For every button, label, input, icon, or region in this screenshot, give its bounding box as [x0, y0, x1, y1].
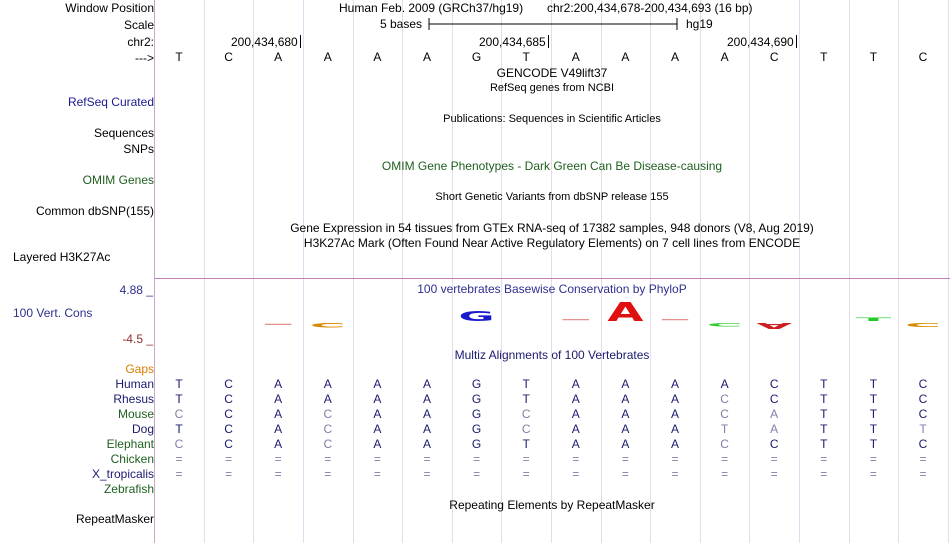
- alignment-base: A: [373, 437, 382, 451]
- alignment-base: C: [521, 407, 531, 421]
- reference-base: A: [670, 50, 680, 64]
- track-title-multiz: Multiz Alignments of 100 Vertebrates: [454, 348, 650, 362]
- alignment-base: =: [473, 452, 481, 466]
- alignment-base: C: [521, 422, 531, 436]
- alignment-base: C: [720, 392, 729, 406]
- label-omim-genes[interactable]: OMIM Genes: [82, 173, 154, 187]
- position-tick-2-label: 200,434,685: [479, 35, 546, 49]
- alignment-base: T: [869, 377, 878, 391]
- alignment-base: A: [670, 392, 680, 406]
- alignment-base: =: [423, 452, 431, 466]
- track-title-h3k27ac: H3K27Ac Mark (Often Found Near Active Regulatory Elements) on 7 cell lines from ENCODE: [303, 236, 801, 250]
- alignment-base: C: [224, 437, 233, 451]
- track-title-dbsnp: Short Genetic Variants from dbSNP release 155: [435, 191, 669, 203]
- alignment-base: =: [919, 452, 927, 466]
- alignment-base: T: [175, 422, 183, 436]
- alignment-base: =: [373, 467, 381, 481]
- reference-base: A: [621, 50, 630, 64]
- label-repeatmasker[interactable]: RepeatMasker: [75, 512, 154, 526]
- alignment-base: =: [770, 467, 778, 481]
- alignment-base: A: [621, 377, 630, 391]
- alignment-base: T: [869, 392, 878, 406]
- alignment-base: T: [919, 422, 927, 436]
- alignment-base: A: [571, 392, 580, 406]
- alignment-base: T: [522, 377, 530, 391]
- alignment-base: G: [471, 422, 482, 436]
- alignment-base: A: [422, 437, 432, 451]
- scale-assembly: hg19: [686, 17, 713, 31]
- alignment-base: =: [919, 467, 927, 481]
- alignment-base: A: [373, 392, 382, 406]
- track-title-refseq: RefSeq genes from NCBI: [489, 82, 615, 94]
- alignment-base: =: [423, 467, 431, 481]
- alignment-base: =: [820, 467, 828, 481]
- alignment-base: =: [522, 467, 530, 481]
- track-title-phylop: 100 vertebrates Basewise Conservation by PhyloP: [417, 282, 687, 296]
- alignment-base: A: [670, 407, 680, 421]
- position-tick-3-label: 200,434,690: [727, 35, 794, 49]
- alignment-base: C: [918, 377, 928, 391]
- alignment-base: T: [820, 392, 828, 406]
- label-chromosome[interactable]: chr2:: [127, 35, 154, 49]
- reference-base: T: [522, 50, 530, 64]
- label-snps[interactable]: SNPs: [123, 142, 154, 156]
- alignment-base: =: [721, 452, 729, 466]
- alignment-base: A: [621, 422, 630, 436]
- alignment-base: A: [422, 392, 432, 406]
- alignment-base: A: [274, 407, 283, 421]
- alignment-base: A: [571, 377, 580, 391]
- alignment-base: =: [225, 452, 233, 466]
- alignment-base: T: [869, 422, 878, 436]
- species-label[interactable]: Human: [115, 377, 154, 391]
- reference-base: A: [274, 50, 283, 64]
- alignment-base: A: [422, 407, 432, 421]
- track-title-omim: OMIM Gene Phenotypes - Dark Green Can Be Disease-causing: [381, 159, 723, 173]
- alignment-base: A: [323, 377, 332, 391]
- alignment-base: =: [721, 467, 729, 481]
- reference-base: A: [373, 50, 382, 64]
- alignment-base: C: [918, 407, 928, 421]
- alignment-base: =: [324, 452, 332, 466]
- phylop-max-value: 4.88 _: [119, 283, 153, 297]
- alignment-base: C: [174, 407, 184, 421]
- alignment-base: A: [571, 407, 580, 421]
- alignment-base: G: [471, 392, 482, 406]
- phylop-logo-letter: -: [557, 317, 594, 323]
- alignment-base: A: [770, 407, 779, 421]
- label-100-vert-cons[interactable]: 100 Vert. Cons: [13, 306, 93, 320]
- label-sequences[interactable]: Sequences: [93, 126, 154, 140]
- phylop-logo-letter: C: [309, 321, 346, 330]
- alignment-base: A: [373, 407, 382, 421]
- alignment-base: =: [621, 467, 629, 481]
- label-refseq-curated[interactable]: RefSeq Curated: [67, 95, 154, 109]
- alignment-base: =: [671, 467, 679, 481]
- alignment-base: A: [274, 377, 283, 391]
- label-window-position[interactable]: Window Position: [65, 1, 154, 15]
- alignment-base: A: [670, 422, 680, 436]
- alignment-base: =: [225, 467, 233, 481]
- alignment-base: =: [274, 452, 282, 466]
- reference-base: A: [422, 50, 432, 64]
- alignment-base: T: [175, 392, 183, 406]
- assembly-title: Human Feb. 2009 (GRCh37/hg19): [339, 1, 524, 15]
- reference-base: C: [769, 50, 779, 64]
- label-gaps[interactable]: Gaps: [125, 362, 154, 376]
- label-strand[interactable]: --->: [135, 51, 154, 65]
- reference-base: A: [571, 50, 580, 64]
- alignment-base: C: [918, 437, 928, 451]
- species-label[interactable]: Mouse: [117, 407, 154, 421]
- label-layered-h3k27ac[interactable]: Layered H3K27Ac: [13, 250, 111, 264]
- alignment-base: =: [671, 452, 679, 466]
- alignment-base: C: [224, 422, 233, 436]
- phylop-logo-letter: G: [458, 308, 495, 325]
- alignment-base: T: [820, 437, 828, 451]
- alignment-base: A: [621, 407, 630, 421]
- species-label[interactable]: Zebrafish: [103, 482, 154, 496]
- alignment-base: =: [175, 452, 183, 466]
- label-common-dbsnp[interactable]: Common dbSNP(155): [35, 204, 154, 218]
- reference-base: G: [471, 50, 482, 64]
- reference-base: A: [323, 50, 332, 64]
- alignment-base: =: [621, 452, 629, 466]
- alignment-base: T: [820, 407, 828, 421]
- alignment-base: =: [820, 452, 828, 466]
- species-label[interactable]: Elephant: [106, 437, 154, 451]
- alignment-base: A: [323, 392, 332, 406]
- reference-base: T: [175, 50, 183, 64]
- alignment-base: A: [274, 437, 283, 451]
- alignment-base: =: [572, 452, 580, 466]
- alignment-base: C: [769, 437, 779, 451]
- alignment-base: =: [473, 467, 481, 481]
- alignment-base: C: [769, 392, 779, 406]
- phylop-min-value: -4.5 _: [122, 332, 153, 346]
- alignment-base: =: [373, 452, 381, 466]
- alignment-base: C: [323, 422, 333, 436]
- alignment-base: =: [869, 452, 877, 466]
- alignment-base: =: [522, 452, 530, 466]
- alignment-base: A: [422, 377, 432, 391]
- alignment-base: C: [323, 437, 333, 451]
- alignment-base: C: [323, 407, 333, 421]
- alignment-base: T: [869, 437, 878, 451]
- label-scale[interactable]: Scale: [123, 18, 154, 32]
- reference-base: A: [720, 50, 729, 64]
- alignment-base: C: [224, 407, 233, 421]
- position-tick-1-label: 200,434,680: [231, 35, 298, 49]
- phylop-logo-letter: C: [706, 321, 743, 327]
- alignment-base: T: [820, 377, 828, 391]
- phylop-logo-letter: A: [607, 298, 644, 328]
- alignment-base: T: [522, 392, 530, 406]
- species-label[interactable]: Rhesus: [113, 392, 154, 406]
- alignment-base: A: [621, 392, 630, 406]
- alignment-base: C: [769, 377, 779, 391]
- alignment-base: G: [471, 437, 482, 451]
- alignment-base: C: [720, 437, 729, 451]
- alignment-base: C: [720, 407, 729, 421]
- alignment-base: =: [869, 467, 877, 481]
- phylop-logo-letter: A: [756, 320, 794, 331]
- alignment-base: C: [174, 437, 184, 451]
- alignment-base: A: [571, 437, 580, 451]
- alignment-base: C: [918, 392, 928, 406]
- track-title-gencode: GENCODE V49lift37: [496, 66, 608, 80]
- alignment-base: A: [274, 422, 283, 436]
- alignment-base: A: [422, 422, 432, 436]
- track-title-repeatmasker: Repeating Elements by RepeatMasker: [449, 498, 655, 512]
- alignment-base: A: [670, 437, 680, 451]
- alignment-base: G: [471, 407, 482, 421]
- track-title-publications: Publications: Sequences in Scientific Articles: [443, 113, 661, 125]
- reference-base: T: [820, 50, 828, 64]
- phylop-logo-letter: -: [260, 321, 297, 327]
- scale-bases-text: 5 bases: [380, 17, 423, 31]
- phylop-logo-letter: T: [855, 317, 892, 323]
- alignment-base: T: [720, 422, 729, 436]
- alignment-base: A: [373, 377, 382, 391]
- alignment-base: =: [572, 467, 580, 481]
- alignment-base: =: [770, 452, 778, 466]
- alignment-base: C: [224, 377, 233, 391]
- alignment-base: =: [324, 467, 332, 481]
- alignment-base: A: [571, 422, 580, 436]
- alignment-base: A: [621, 437, 630, 451]
- alignment-base: A: [720, 377, 729, 391]
- phylop-logo-letter: -: [656, 317, 693, 323]
- alignment-base: =: [274, 467, 282, 481]
- alignment-base: A: [770, 422, 779, 436]
- alignment-base: A: [373, 422, 382, 436]
- alignment-base: T: [175, 377, 183, 391]
- alignment-base: G: [471, 377, 482, 391]
- alignment-base: T: [820, 422, 828, 436]
- alignment-base: T: [522, 437, 530, 451]
- alignment-base: T: [869, 407, 878, 421]
- species-label[interactable]: X_tropicalis: [91, 467, 154, 481]
- track-title-gtex: Gene Expression in 54 tissues from GTEx RNA-seq of 17382 samples, 948 donors (V8, Aug 2019): [290, 221, 814, 235]
- alignment-base: A: [670, 377, 680, 391]
- species-label[interactable]: Chicken: [110, 452, 154, 466]
- reference-base: T: [869, 50, 878, 64]
- phylop-logo-letter: C: [905, 321, 941, 328]
- alignment-base: =: [175, 467, 183, 481]
- species-label[interactable]: Dog: [131, 422, 154, 436]
- window-position-value: chr2:200,434,678-200,434,693 (16 bp): [547, 1, 753, 15]
- alignment-base: A: [274, 392, 283, 406]
- reference-base: C: [224, 50, 233, 64]
- reference-base: C: [918, 50, 928, 64]
- alignment-base: C: [224, 392, 233, 406]
